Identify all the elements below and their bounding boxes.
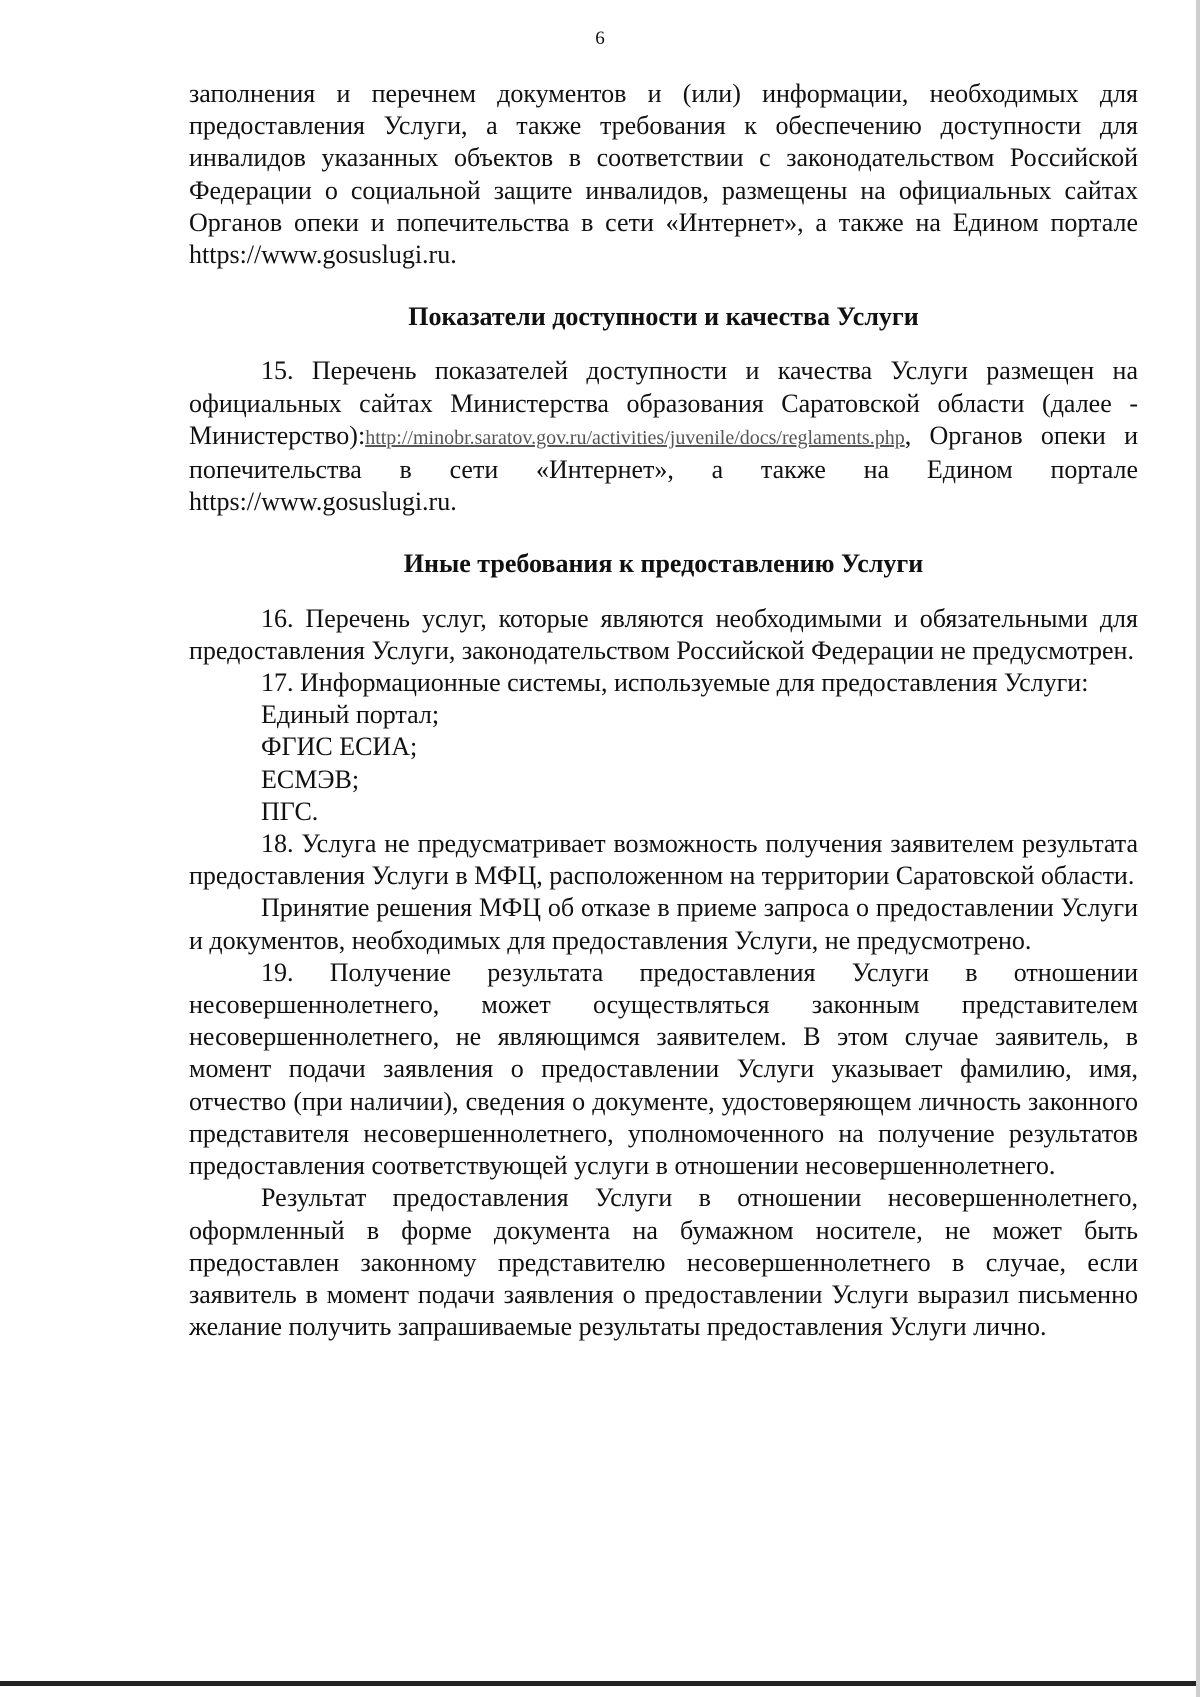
system-item: Единый портал; bbox=[261, 700, 440, 730]
paragraph-18-continued: Принятие решения МФЦ об отказе в приеме запроса о предоставлении Услуги и документов, необходимых для предоставления Услуги, не предусмотрено. bbox=[189, 893, 1138, 955]
paragraph-15-text: 15. Перечень показателей доступности и качества Услуги размещен на официальных сайтах Министерства образования Саратовской области (далее - Министерство): bbox=[189, 356, 1138, 450]
paragraph-18: 18. Услуга не предусматривает возможность получения заявителем результата предоставления Услуги в МФЦ, расположенном на территории Саратовской области. bbox=[189, 829, 1138, 891]
page-bottom-border bbox=[0, 1681, 1200, 1686]
paragraph-19: 19. Получение результата предоставления Услуги в отношении несовершеннолетнего, может осуществляться законным представителем несовершеннолетнего, не являющимся заявителем. В этом случае заявитель, в момент подачи заявления о предоставлении Услуги указывает фамилию, имя, отчество (при наличии), сведения о документе, удостоверяющем личность законного представителя несовершеннолетнего, уполномоченного на получение результатов предоставления соответствующей услуги в отношении несовершеннолетнего. bbox=[189, 957, 1138, 1181]
paragraph-16: 16. Перечень услуг, которые являются необходимыми и обязательными для предоставления Услуги, законодательством Российской Федерации не предусмотрен. bbox=[189, 603, 1138, 665]
page-number: 6 bbox=[595, 28, 605, 49]
section-heading-accessibility: Показатели доступности и качества Услуги bbox=[408, 302, 919, 332]
page-right-edge bbox=[1196, 0, 1200, 1697]
intro-paragraph: заполнения и перечнем документов и (или) информации, необходимых для предоставления Услуги, а также требования к обеспечению доступности для инвалидов указанных объектов в соответствии с законодательством Российской Федерации о социальной защите инвалидов, размещены на официальных сайтах Органов опеки и попечительства в сети «Интернет», а также на Едином портале https://www.gosuslugi.ru. bbox=[189, 79, 1138, 270]
system-item: ПГС. bbox=[261, 796, 319, 826]
ministry-link[interactable]: http://minobr.saratov.gov.ru/activities/juvenile/docs/reglaments.php bbox=[365, 426, 905, 449]
section-heading-other-requirements: Иные требования к предоставлению Услуги bbox=[403, 549, 924, 579]
paragraph-17: 17. Информационные системы, используемые для предоставления Услуги: bbox=[261, 668, 1089, 698]
paragraph-15 bbox=[189, 355, 1138, 518]
system-item: ЕСМЭВ; bbox=[261, 764, 360, 794]
document-body bbox=[189, 78, 1138, 1343]
system-item: ФГИС ЕСИА; bbox=[261, 732, 418, 762]
paragraph-15-tail: , Органов опеки и попечительства в сети «Интернет», а также на Едином портале https://www.gosuslugi.ru. bbox=[189, 420, 1138, 517]
paragraph-19-continued: Результат предоставления Услуги в отношении несовершеннолетнего, оформленный в форме документа на бумажном носителе, не может быть предоставлен законному представителю несовершеннолетнего в случае, если заявитель в момент подачи заявления о предоставлении Услуги выразил письменно желание получить запрашиваемые результаты предоставления Услуги лично. bbox=[189, 1183, 1138, 1342]
